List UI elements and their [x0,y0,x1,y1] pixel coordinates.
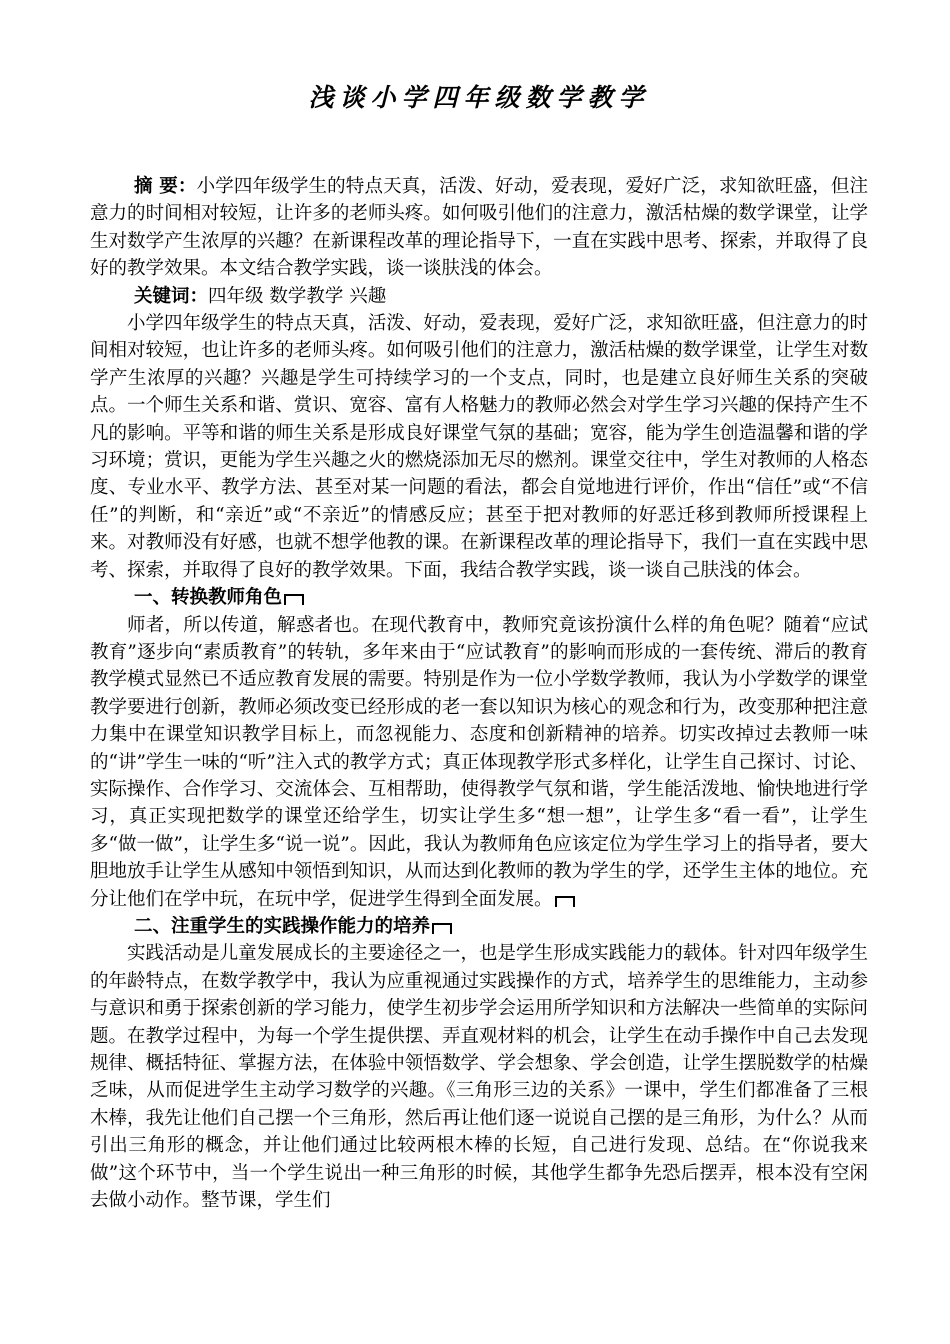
abstract-paragraph [90,173,868,283]
keywords-text: 四年级 数学教学 兴趣 [208,285,387,307]
intro-paragraph: 小学四年级学生的特点天真，活泼、好动，爱表现，爱好广泛，求知欲旺盛，但注意力的时间相对较短，也让许多的老师头疼。如何吸引他们的注意力，激活枯燥的数学课堂，让学生对数学产生浓厚的兴趣？兴趣是学生可持续学习的一个支点，同时，也是建立良好师生关系的突破点。一个师生关系和谐、赏识、宽容、富有人格魅力的教师必然会对学生学习兴趣的保持产生不凡的影响。平等和谐的师生关系是形成良好课堂气氛的基础；宽容，能为学生创造温馨和谐的学习环境；赏识，更能为学生兴趣之火的燃烧添加无尽的燃剂。课堂交往中，学生对教师的人格态度、专业水平、教学方法、甚至对某一问题的看法，都会自觉地进行评价，作出“信任”或“不信任”的判断，和“亲近”或“不亲近”的情感反应；甚至于把对教师的好恶迁移到教师所授课程上来。对教师没有好感，也就不想学他教的课。在新课程改革的理论指导下，我们一直在实践中思考、探索，并取得了良好的教学效果。下面，我结合教学实践，谈一谈自己肤浅的体会。 [90,313,868,581]
keywords-paragraph [90,283,868,310]
paragraph-mark-icon [555,896,575,907]
abstract-label: 摘 要： [134,176,197,197]
document-title: 浅谈小学四年级数学教学 [308,83,650,112]
keywords-label: 关键词： [134,285,209,307]
section1-paragraph [90,612,868,913]
section1-heading-text: 一、转换教师角色 [134,587,283,609]
section-mark-icon [284,594,304,605]
section1-text: 师者，所以传道，解惑者也。在现代教育中，教师究竟该扮演什么样的角色呢？随着“应试教育”逐步向“素质教育”的转轨，多年来由于“应试教育”的影响而形成的一套传统、滞后的教育教学模式显然已不适应教育发展的需要。特别是作为一位小学数学教师，我认为小学数学的课堂教学要进行创新，教师必须改变已经形成的老一套以知识为核心的观念和行为，改变那种把注意力集中在课堂知识教学目标上，而忽视能力、态度和创新精神的培养。切实改掉过去教师一味的“讲”学生一味的“听”注入式的教学方式；真正体现教学形式多样化，让学生自己探讨、讨论、实际操作、合作学习、交流体会、互相帮助，使得教学气氛和谐，学生能活泼地、愉快地进行学习，真正实现把数学的课堂还给学生，切实让学生多“想一想”，让学生多“看一看”，让学生多“做一做”，让学生多“说一说”。因此，我认为教师角色应该定位为学生学习上的指导者，要大胆地放手让学生从感知中领悟到知识，从而达到化教师的教为学生的学，还学生主体的地位。充分让他们在学中玩，在玩中学，促进学生得到全面发展。 [90,614,868,910]
section2-heading [90,913,868,940]
abstract-text: 小学四年级学生的特点天真，活泼、好动，爱表现，爱好广泛，求知欲旺盛，但注意力的时间相对较短，让许多的老师头疼。如何吸引他们的注意力，激活枯燥的数学课堂，让学生对数学产生浓厚的兴趣？在新课程改革的理论指导下，一直在实践中思考、探索，并取得了良好的教学效果。本文结合教学实践，谈一谈肤浅的体会。 [90,176,868,280]
section2-heading-text: 二、注重学生的实践操作能力的培养 [134,915,431,937]
title-spacer [90,118,868,173]
section2-paragraph: 实践活动是儿童发展成长的主要途径之一，也是学生形成实践能力的载体。针对四年级学生的年龄特点，在数学教学中，我认为应重视通过实践操作的方式，培养学生的思维能力，主动参与意识和勇于探索创新的学习能力，使学生初步学会运用所学知识和方法解决一些简单的实际问题。在教学过程中，为每一个学生提供摆、弄直观材料的机会，让学生在动手操作中自己去发现规律、概括特征、掌握方法，在体验中领悟数学、学会想象、学会创造，让学生摆脱数学的枯燥乏味，从而促进学生主动学习数学的兴趣。《三角形三边的关系》一课中，学生们都准备了三根木棒，我先让他们自己摆一个三角形，然后再让他们逐一说说自己摆的是三角形，为什么？从而引出三角形的概念，并让他们通过比较两根木棒的长短，自己进行发现、总结。在“你说我来做”这个环节中，当一个学生说出一种三角形的时候，其他学生都争先恐后摆弄，根本没有空闲去做小动作。整节课，学生们 [90,943,868,1212]
section-mark-icon [432,923,452,934]
document-page [90,78,868,1214]
section1-heading [90,584,868,611]
